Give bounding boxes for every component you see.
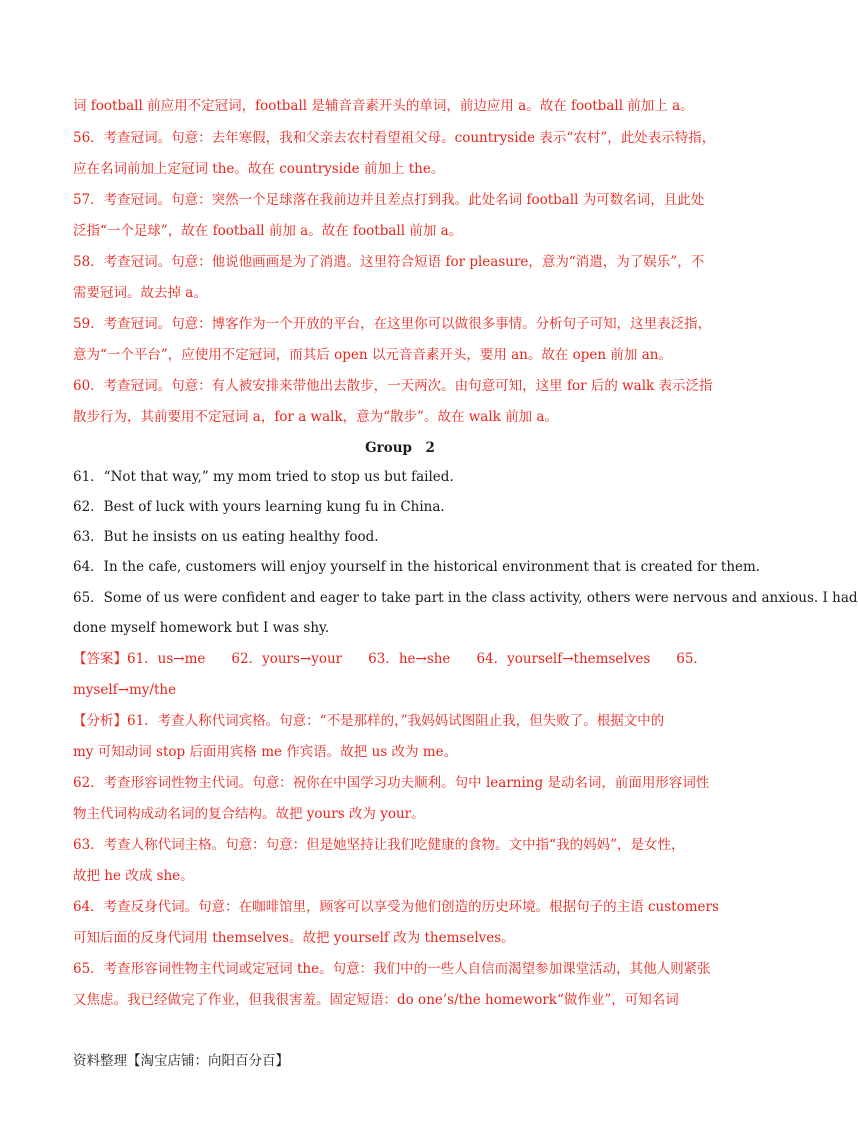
question-line: 64．In the cafe, customers will enjoy yourself in the historical environment that is created for them. <box>73 559 761 575</box>
analysis-line: my 可知动词 stop 后面用宾格 me 作宾语。故把 us 改为 me。 <box>73 744 458 760</box>
answer-label: 【答案】 <box>73 651 127 667</box>
analysis-line: 意为“一个平台”，应使用不定冠词，而其后 open 以元音音素开头，要用 an。故在 open 前加 an。 <box>73 347 672 363</box>
answer-item: 65． <box>676 651 707 667</box>
answer-item: 61．us→me <box>127 651 206 667</box>
analysis-line: 散步行为，其前要用不定冠词 a，for a walk，意为“散步”。故在 walk 前加 a。 <box>73 409 558 425</box>
analysis-line: 物主代词构成动名词的复合结构。故把 yours 改为 your。 <box>73 806 425 822</box>
analysis-line: 63．考查人称代词主格。句意：句意：但是她坚持让我们吃健康的食物。文中指“我的妈妈”，是女性， <box>73 837 685 853</box>
answer-item: 63．he→she <box>368 651 451 667</box>
answer-line-continued: myself→my/the <box>73 682 177 698</box>
analysis-line: 64．考查反身代词。句意：在咖啡馆里，顾客可以享受为他们创造的历史环境。根据句子的主语 customers <box>73 899 719 915</box>
analysis-line: 故把 he 改成 she。 <box>73 868 194 884</box>
analysis-line: 词 football 前应用不定冠词，football 是辅音音素开头的单词，前边应用 a。故在 football 前加上 a。 <box>73 98 694 114</box>
analysis-line: 应在名词前加上定冠词 the。故在 countryside 前加上 the。 <box>73 161 445 177</box>
analysis-line: 59．考查冠词。句意：博客作为一个开放的平台，在这里你可以做很多事情。分析句子可知，这里表泛指， <box>73 316 712 332</box>
analysis-line: 60．考查冠词。句意：有人被安排来带他出去散步，一天两次。由句意可知，这里 for 后的 walk 表示泛指 <box>73 378 713 394</box>
analysis-line: 56．考查冠词。句意：去年寒假，我和父亲去农村看望祖父母。countryside 表示“农村”，此处表示特指， <box>73 130 716 146</box>
page-footer: 资料整理【淘宝店铺：向阳百分百】 <box>73 1053 289 1069</box>
analysis-line: 58．考查冠词。句意：他说他画画是为了消遣。这里符合短语 for pleasure，意为“消遣，为了娱乐”，不 <box>73 254 705 270</box>
analysis-line: 可知后面的反身代词用 themselves。故把 yourself 改为 themselves。 <box>73 930 515 946</box>
question-line: 62．Best of luck with yours learning kung fu in China. <box>73 499 445 515</box>
analysis-line: 泛指“一个足球”，故在 football 前加 a。故在 football 前加 a。 <box>73 223 463 239</box>
question-line: 61．“Not that way,” my mom tried to stop us but failed. <box>73 469 454 485</box>
answer-line <box>73 649 733 669</box>
analysis-line: 又焦虑。我已经做完了作业，但我很害羞。固定短语：do one’s/the homework“做作业”，可知名词 <box>73 992 679 1008</box>
analysis-line: 【分析】61．考查人称代词宾格。句意：“不是那样的，”我妈妈试图阻止我，但失败了。根据文中的 <box>73 713 665 729</box>
question-line: 65．Some of us were confident and eager to take part in the class activity, others were nervous and anxious. I had <box>73 590 858 606</box>
analysis-line: 62．考查形容词性物主代词。句意：祝你在中国学习功夫顺利。句中 learning 是动名词，前面用形容词性 <box>73 775 710 791</box>
question-line: done myself homework but I was shy. <box>73 620 330 636</box>
group-heading: Group 2 <box>365 440 435 456</box>
answer-item: 62．yours→your <box>231 651 343 667</box>
analysis-line: 需要冠词。故去掉 a。 <box>73 285 207 301</box>
answer-item: 64．yourself→themselves <box>476 651 651 667</box>
question-line: 63．But he insists on us eating healthy food. <box>73 529 379 545</box>
analysis-line: 57．考查冠词。句意：突然一个足球落在我前边并且差点打到我。此处名词 football 为可数名词，且此处 <box>73 192 705 208</box>
analysis-line: 65．考查形容词性物主代词或定冠词 the。句意：我们中的一些人自信而渴望参加课堂活动，其他人则紧张 <box>73 961 711 977</box>
